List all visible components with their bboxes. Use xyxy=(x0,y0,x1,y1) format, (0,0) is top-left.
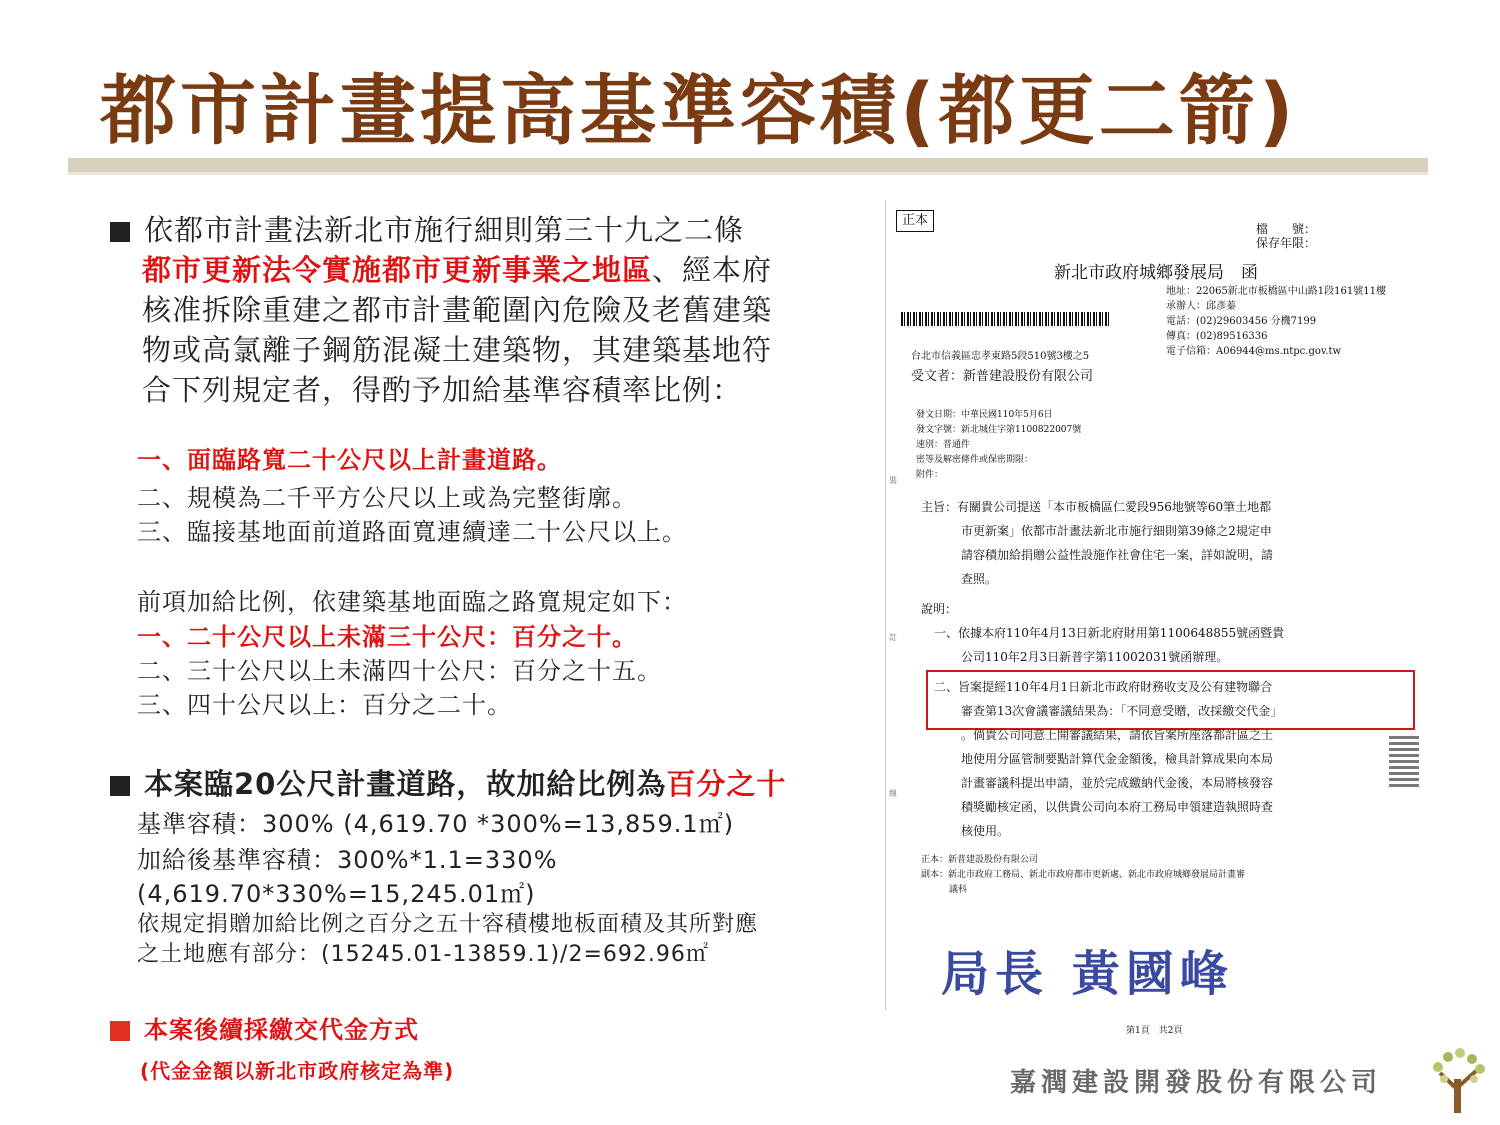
ratio-2: 二、三十公尺以上未滿四十公尺：百分之十五。 xyxy=(137,657,662,685)
bullet-2-head: 本案臨20公尺計畫道路，故加給比例為百分之十 xyxy=(110,762,786,803)
title-divider xyxy=(68,158,1428,172)
issue-date: 發文日期：中華民國110年5月6日 xyxy=(916,410,1053,420)
director-signature: 局長 黃國峰 xyxy=(941,946,1234,1002)
subject-line-4: 查照。 xyxy=(961,572,998,586)
contact-fax: 傳真：(02)89516336 xyxy=(1166,331,1268,342)
contact-email: 電子信箱：A06944@ms.ntpc.gov.tw xyxy=(1166,346,1342,357)
bonus-calc: (4,619.70*330%=15,245.01㎡) xyxy=(137,880,536,908)
binding-mark-1: 裝 xyxy=(889,476,897,485)
donate-line-1: 依規定捐贈加給比例之百分之五十容積樓地板面積及其所對應 xyxy=(137,912,759,937)
page-number: 第1頁 共2頁 xyxy=(1126,1026,1183,1036)
item-1-line-1: 一、依據本府110年4月13日新北府財用第1100648855號函暨貴 xyxy=(934,626,1285,640)
agency-address: 地址：22065新北市板橋區中山路1段161號11樓 xyxy=(1166,286,1386,297)
donate-line-2: 之土地應有部分：(15245.01-13859.1)/2=692.96㎡ xyxy=(137,942,709,967)
subject-line-1: 主旨：有關貴公司提送「本市板橋區仁愛段956地號等60筆土地都 xyxy=(921,500,1272,514)
ratio-intro: 前項加給比例，依建築基地面臨之路寬規定如下： xyxy=(137,588,687,616)
original-stamp: 正本 xyxy=(896,210,934,232)
explanation-label: 說明： xyxy=(921,602,958,616)
scanned-letter xyxy=(885,200,1426,1036)
title-divider-thin xyxy=(68,172,1428,175)
recipient-address: 台北市信義區忠孝東路5段510號3樓之5 xyxy=(911,351,1090,362)
copy-to-line-1: 副本：新北市政府工務局、新北市政府都市更新處、新北市政府城鄉發展局計畫審 xyxy=(921,870,1246,880)
bullet-square-icon xyxy=(110,1021,130,1041)
secrecy: 密等及解密條件或保密期限： xyxy=(916,455,1034,465)
original-to: 正本：新普建設股份有限公司 xyxy=(921,855,1039,865)
item-2-line-5: 計畫審議科提出申請，並於完成繳納代金後，本局將核發容 xyxy=(961,776,1274,790)
bullet-1-line-4: 物或高氯離子鋼筋混凝土建築物，其建築基地符 xyxy=(142,333,773,367)
contact-person: 承辦人：邱彥蓁 xyxy=(1166,301,1236,312)
ratio-3: 三、四十公尺以上：百分之二十。 xyxy=(137,691,512,719)
bullet-3-head: 本案後續採繳交代金方式 xyxy=(110,1010,419,1045)
condition-1: 一、面臨路寬二十公尺以上計畫道路。 xyxy=(137,446,562,474)
company-tree-logo xyxy=(1428,1045,1488,1115)
item-2-line-4: 地使用分區管制要點計算代金金額後，檢具計算成果向本局 xyxy=(961,752,1274,766)
bullet-3-note: (代金金額以新北市政府核定為準) xyxy=(140,1059,455,1083)
item-2-line-1: 二、旨案提經110年4月1日新北市政府財務收支及公有建物聯合 xyxy=(934,680,1273,694)
condition-2: 二、規模為二千平方公尺以上或為完整街廓。 xyxy=(137,484,637,512)
attachments: 附件： xyxy=(916,470,944,480)
bullet-1-line-1: 依都市計畫法新北市施行細則第三十九之二條 xyxy=(110,208,744,249)
subject-line-3: 請容積加給捐贈公益性設施作社會住宅一案，詳如說明，請 xyxy=(961,548,1274,562)
ratio-1: 一、二十公尺以上未滿三十公尺：百分之十。 xyxy=(137,623,637,651)
contact-phone: 電話：(02)29603456 分機7199 xyxy=(1166,316,1317,327)
item-2-line-2: 審查第13次會議審議結果為：「不同意受贈，改採繳交代金」 xyxy=(961,704,1283,718)
bullet-square-icon xyxy=(110,776,130,796)
qr-code-image xyxy=(1389,735,1419,787)
barcode-image xyxy=(901,312,1111,326)
bonus-far: 加給後基準容積：300%*1.1=330% xyxy=(137,846,558,874)
condition-3: 三、臨接基地面前道路面寬連續達二十公尺以上。 xyxy=(137,518,687,546)
item-2-line-7: 核使用。 xyxy=(961,824,1010,838)
base-far: 基準容積：300% (4,619.70 *300%=13,859.1㎡) xyxy=(137,810,735,838)
bullet-1-line-3: 核准拆除重建之都市計畫範圍內危險及老舊建築 xyxy=(142,293,773,327)
binding-mark-3: 線 xyxy=(889,789,897,798)
subject-line-2: 市更新案」依都市計畫法新北市施行細則第39條之2規定申 xyxy=(961,524,1272,538)
speed-class: 速別：普通件 xyxy=(916,440,971,450)
item-2-line-3: 。倘貴公司同意上開審議結果，請依旨案所座落都計區之土 xyxy=(961,728,1274,742)
bullet-1-line-5: 合下列規定者，得酌予加給基準容積率比例： xyxy=(142,373,743,407)
file-number: 檔 號： xyxy=(1256,222,1317,236)
item-2-line-6: 積獎勵核定函，以供貴公司向本府工務局申領建造執照時查 xyxy=(961,800,1274,814)
item-1-line-2: 公司110年2月3日新普字第11002031號函辦理。 xyxy=(961,650,1229,664)
page-title: 都市計畫提高基準容積(都更二箭) xyxy=(100,66,1298,155)
retention: 保存年限： xyxy=(1256,236,1317,250)
agency-heading: 新北市政府城鄉發展局 函 xyxy=(1054,263,1258,283)
binding-mark-2: 訂 xyxy=(889,633,897,642)
bullet-1-line-2: 都市更新法令實施都市更新事業之地區、經本府 xyxy=(142,253,773,287)
company-name: 嘉潤建設開發股份有限公司 xyxy=(1010,1068,1383,1098)
copy-to-line-2: 議科 xyxy=(949,885,968,895)
issue-number: 發文字號：新北城住字第1100822007號 xyxy=(916,425,1082,435)
bullet-square-icon xyxy=(110,222,130,242)
recipient: 受文者：新普建設股份有限公司 xyxy=(911,369,1094,384)
